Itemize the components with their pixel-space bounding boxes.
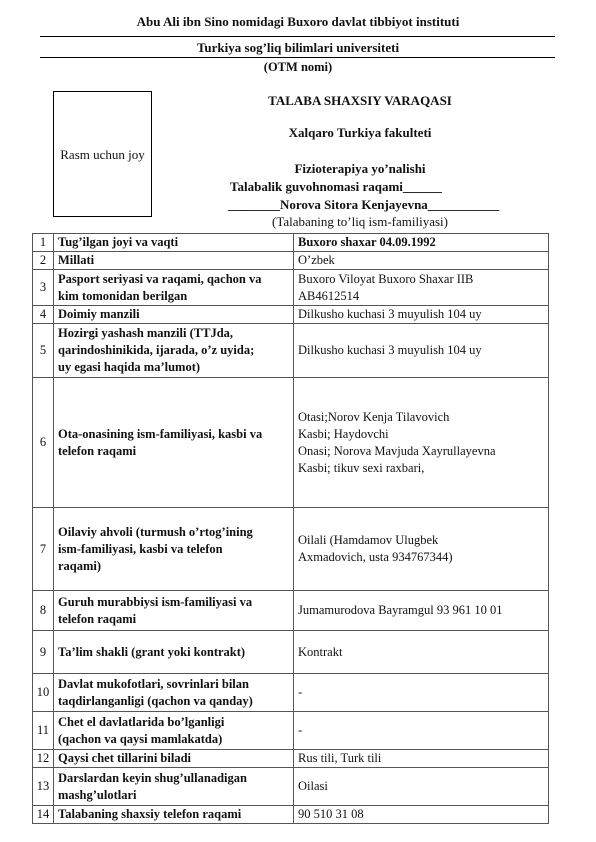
table-row [33, 750, 549, 768]
row-label [54, 712, 294, 750]
certificate-number-line: Talabalik guvohnomasi raqami______ [230, 179, 442, 194]
institution-caption: (OTM nomi) [263, 60, 333, 74]
row-number: 5 [33, 324, 54, 378]
row-label-line: qarindoshinikida, ijarada, o’z uyida; [58, 343, 255, 357]
row-label-line: (qachon va qaysi mamlakatda) [58, 731, 223, 746]
row-value-line: 90 510 31 08 [298, 807, 364, 821]
row-value-line: Dilkusho kuchasi 3 muyulish 104 uy [298, 307, 482, 321]
row-value [294, 508, 549, 591]
row-value [294, 768, 549, 806]
row-label [54, 631, 294, 674]
row-label-line: Qaysi chet tillarini biladi [58, 751, 191, 765]
university-name: Turkiya sog’liq bilimlari universiteti [196, 40, 400, 55]
table-row [33, 234, 549, 252]
row-value-line: Oilali (Hamdamov Ulugbek [298, 533, 439, 547]
row-label-line: Tug’ilgan joyi va vaqti [58, 235, 179, 249]
student-name-caption: (Talabaning to’liq ism-familiyasi) [272, 214, 448, 229]
row-label-line: Ota-onasining ism-familiyasi, kasbi va [58, 426, 263, 441]
row-number: 10 [33, 674, 54, 712]
row-value [294, 631, 549, 674]
row-value-line: Otasi;Norov Kenja Tilavovich [298, 409, 450, 424]
row-label [54, 378, 294, 508]
table-row [33, 508, 549, 591]
row-value [294, 591, 549, 631]
row-label-line: Davlat mukofotlari, sovrinlari bilan [58, 676, 249, 691]
row-label-line: Pasport seriyasi va raqami, qachon va [58, 271, 262, 286]
row-label [54, 306, 294, 324]
row-value [294, 750, 549, 768]
row-number: 8 [33, 591, 54, 631]
row-number: 1 [33, 234, 54, 252]
row-number: 2 [33, 252, 54, 270]
table-row [33, 306, 549, 324]
row-label-line: ism-familiyasi, kasbi va telefon [58, 541, 223, 556]
row-label [54, 270, 294, 306]
institution-name: Abu Ali ibn Sino nomidagi Buxoro davlat tibbiyot instituti [136, 14, 460, 29]
row-value-line: Buxoro shaxar 04.09.1992 [298, 235, 436, 249]
photo-placeholder-label: Rasm uchun joy [60, 146, 145, 162]
table-row [33, 631, 549, 674]
row-value-line: Jumamurodova Bayramgul 93 961 10 01 [298, 603, 503, 617]
table-row [33, 591, 549, 631]
row-number: 9 [33, 631, 54, 674]
row-number: 7 [33, 508, 54, 591]
row-number: 6 [33, 378, 54, 508]
row-value [294, 270, 549, 306]
row-value [294, 324, 549, 378]
row-value-line: - [298, 685, 303, 699]
row-number: 11 [33, 712, 54, 750]
row-value [294, 806, 549, 824]
table-row [33, 378, 549, 508]
table-row [33, 712, 549, 750]
row-value-line: Kontrakt [298, 644, 343, 659]
row-value-line: Buxoro Viloyat Buxoro Shaxar IIB [298, 271, 474, 286]
row-label-line: telefon raqami [58, 443, 137, 458]
row-number: 12 [33, 750, 54, 768]
row-value-line: Kasbi; Haydovchi [298, 426, 389, 441]
row-label-line: Oilaviy ahvoli (turmush o’rtog’ining [58, 524, 253, 539]
row-value [294, 234, 549, 252]
student-info-table-body [33, 234, 549, 824]
row-label-line: mashg’ulotlari [58, 787, 137, 802]
row-label [54, 234, 294, 252]
row-value-line: Axmadovich, usta 934767344) [298, 550, 453, 564]
row-label-line: Chet el davlatlarida bo’lganligi [58, 714, 225, 729]
row-label-line: kim tomonidan berilgan [58, 288, 188, 303]
table-row [33, 270, 549, 306]
document-title: TALABA SHAXSIY VARAQASI [268, 93, 452, 108]
row-number: 3 [33, 270, 54, 306]
row-value [294, 252, 549, 270]
row-label [54, 508, 294, 591]
row-label [54, 768, 294, 806]
photo-placeholder [53, 91, 152, 217]
row-value [294, 712, 549, 750]
row-value-line: Kasbi; tikuv sexi raxbari, [298, 460, 425, 475]
table-row [33, 324, 549, 378]
row-value-line: Rus tili, Turk tili [298, 751, 382, 765]
row-label-line: Doimiy manzili [58, 307, 140, 321]
faculty-name: Xalqaro Turkiya fakulteti [288, 125, 432, 140]
row-value-line: Dilkusho kuchasi 3 muyulish 104 uy [298, 343, 482, 357]
row-label-line: Millati [58, 253, 95, 267]
student-name-line: ________Norova Sitora Kenjayevna___________ [228, 197, 500, 212]
row-value [294, 674, 549, 712]
row-label [54, 591, 294, 631]
table-row [33, 674, 549, 712]
row-number: 4 [33, 306, 54, 324]
row-label-line: Ta’lim shakli (grant yoki kontrakt) [58, 644, 246, 659]
row-label-line: uy egasi haqida ma’lumot) [58, 360, 201, 374]
row-label-line: taqdirlanganligi (qachon va qanday) [58, 693, 253, 708]
row-number: 14 [33, 806, 54, 824]
row-label-line: raqami) [58, 558, 102, 573]
row-value-line: Oilasi [298, 779, 328, 793]
row-label [54, 252, 294, 270]
row-value-line: - [298, 723, 303, 737]
row-value [294, 378, 549, 508]
row-label-line: Darslardan keyin shug’ullanadigan [58, 770, 247, 785]
row-label [54, 674, 294, 712]
row-value-line: Onasi; Norova Mavjuda Xayrullayevna [298, 443, 496, 458]
row-label [54, 324, 294, 378]
divider-line [40, 36, 555, 37]
row-label-line: Guruh murabbiysi ism-familiyasi va [58, 594, 253, 609]
divider-line [40, 57, 555, 58]
row-label [54, 806, 294, 824]
row-number: 13 [33, 768, 54, 806]
row-value-line: AB4612514 [298, 288, 360, 303]
row-label-line: Talabaning shaxsiy telefon raqami [58, 807, 242, 821]
direction-name: Fizioterapiya yo’nalishi [294, 161, 426, 176]
row-label-line: Hozirgi yashash manzili (TTJda, [58, 326, 234, 340]
student-info-table [32, 233, 549, 824]
table-row [33, 252, 549, 270]
table-row [33, 768, 549, 806]
row-label-line: telefon raqami [58, 611, 137, 626]
table-row [33, 806, 549, 824]
row-label [54, 750, 294, 768]
row-value-line: O’zbek [298, 253, 335, 267]
row-value [294, 306, 549, 324]
